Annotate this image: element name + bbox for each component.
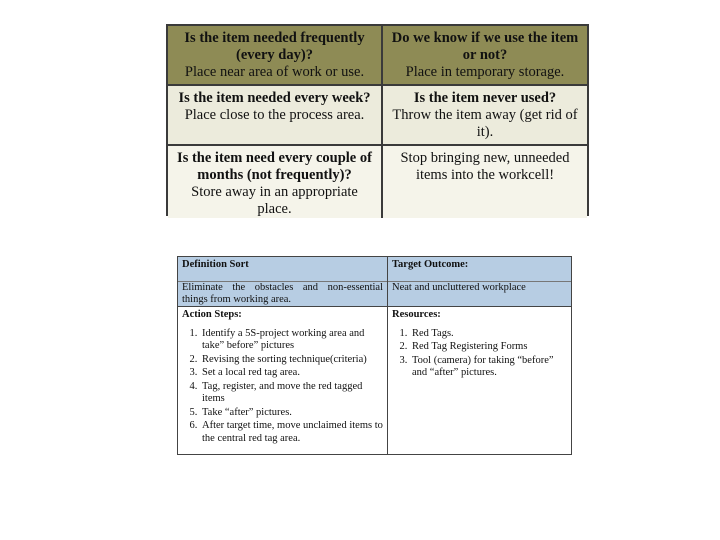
action-frequent: Place near area of work or use.: [184, 64, 365, 80]
action-weekly: Place close to the process area.: [184, 107, 365, 123]
definition-cell: [178, 257, 388, 307]
target-outcome-cell: [388, 257, 571, 307]
sort-definition-table: [177, 256, 572, 455]
action-step: 5. Take “after” pictures.: [200, 407, 383, 420]
target-outcome-text: Neat and uncluttered workplace: [392, 281, 526, 293]
question-weekly: Is the item needed every week?: [178, 90, 371, 106]
definition-text: Eliminate the obstacles and non-essential things from working area.: [182, 281, 383, 305]
question-monthly: Is the item need every couple of months (not frequently)?: [177, 150, 372, 183]
target-outcome-label: Target Outcome:: [392, 259, 469, 270]
cell-unknown-use: [383, 26, 587, 86]
cell-stop-bringing: [383, 146, 587, 218]
action-monthly: Store away in an appropriate place.: [191, 184, 358, 217]
resource-item: 3. Tool (camera) for taking “before” and “after” pictures.: [410, 355, 567, 380]
sort-decision-table: [166, 24, 589, 216]
action-step: 4. Tag, register, and move the red tagged items: [200, 381, 383, 406]
definition-label: Definition Sort: [182, 259, 249, 270]
stop-bringing-text: Stop bringing new, unneeded items into the workcell!: [400, 150, 570, 183]
action-step: 3. Set a local red tag area.: [200, 367, 383, 380]
action-steps-cell: [178, 307, 388, 454]
question-frequent: Is the item needed frequently (every day)?: [184, 30, 365, 63]
action-step: 6. After target time, move unclaimed items to the central red tag area.: [200, 420, 383, 445]
action-step: 2. Revising the sorting technique(criteria): [200, 354, 383, 367]
resource-item: 1. Red Tags.: [410, 328, 567, 341]
cell-never-used: [383, 86, 587, 146]
cell-weekly: [168, 86, 383, 146]
resources-cell: [388, 307, 571, 454]
action-steps-list: [182, 328, 383, 446]
resource-item: 2. Red Tag Registering Forms: [410, 341, 567, 354]
question-unknown-use: Do we know if we use the item or not?: [391, 30, 579, 63]
resources-label: Resources:: [392, 309, 441, 320]
cell-frequent: [168, 26, 383, 86]
action-never-used: Throw the item away (get rid of it).: [392, 107, 578, 140]
action-steps-label: Action Steps:: [182, 309, 242, 320]
action-step: 1. Identify a 5S-project working area and take” before” pictures: [200, 328, 383, 353]
resources-list: [392, 328, 567, 380]
cell-monthly: [168, 146, 383, 218]
action-unknown-use: Place in temporary storage.: [405, 64, 565, 80]
question-never-used: Is the item never used?: [413, 90, 557, 106]
